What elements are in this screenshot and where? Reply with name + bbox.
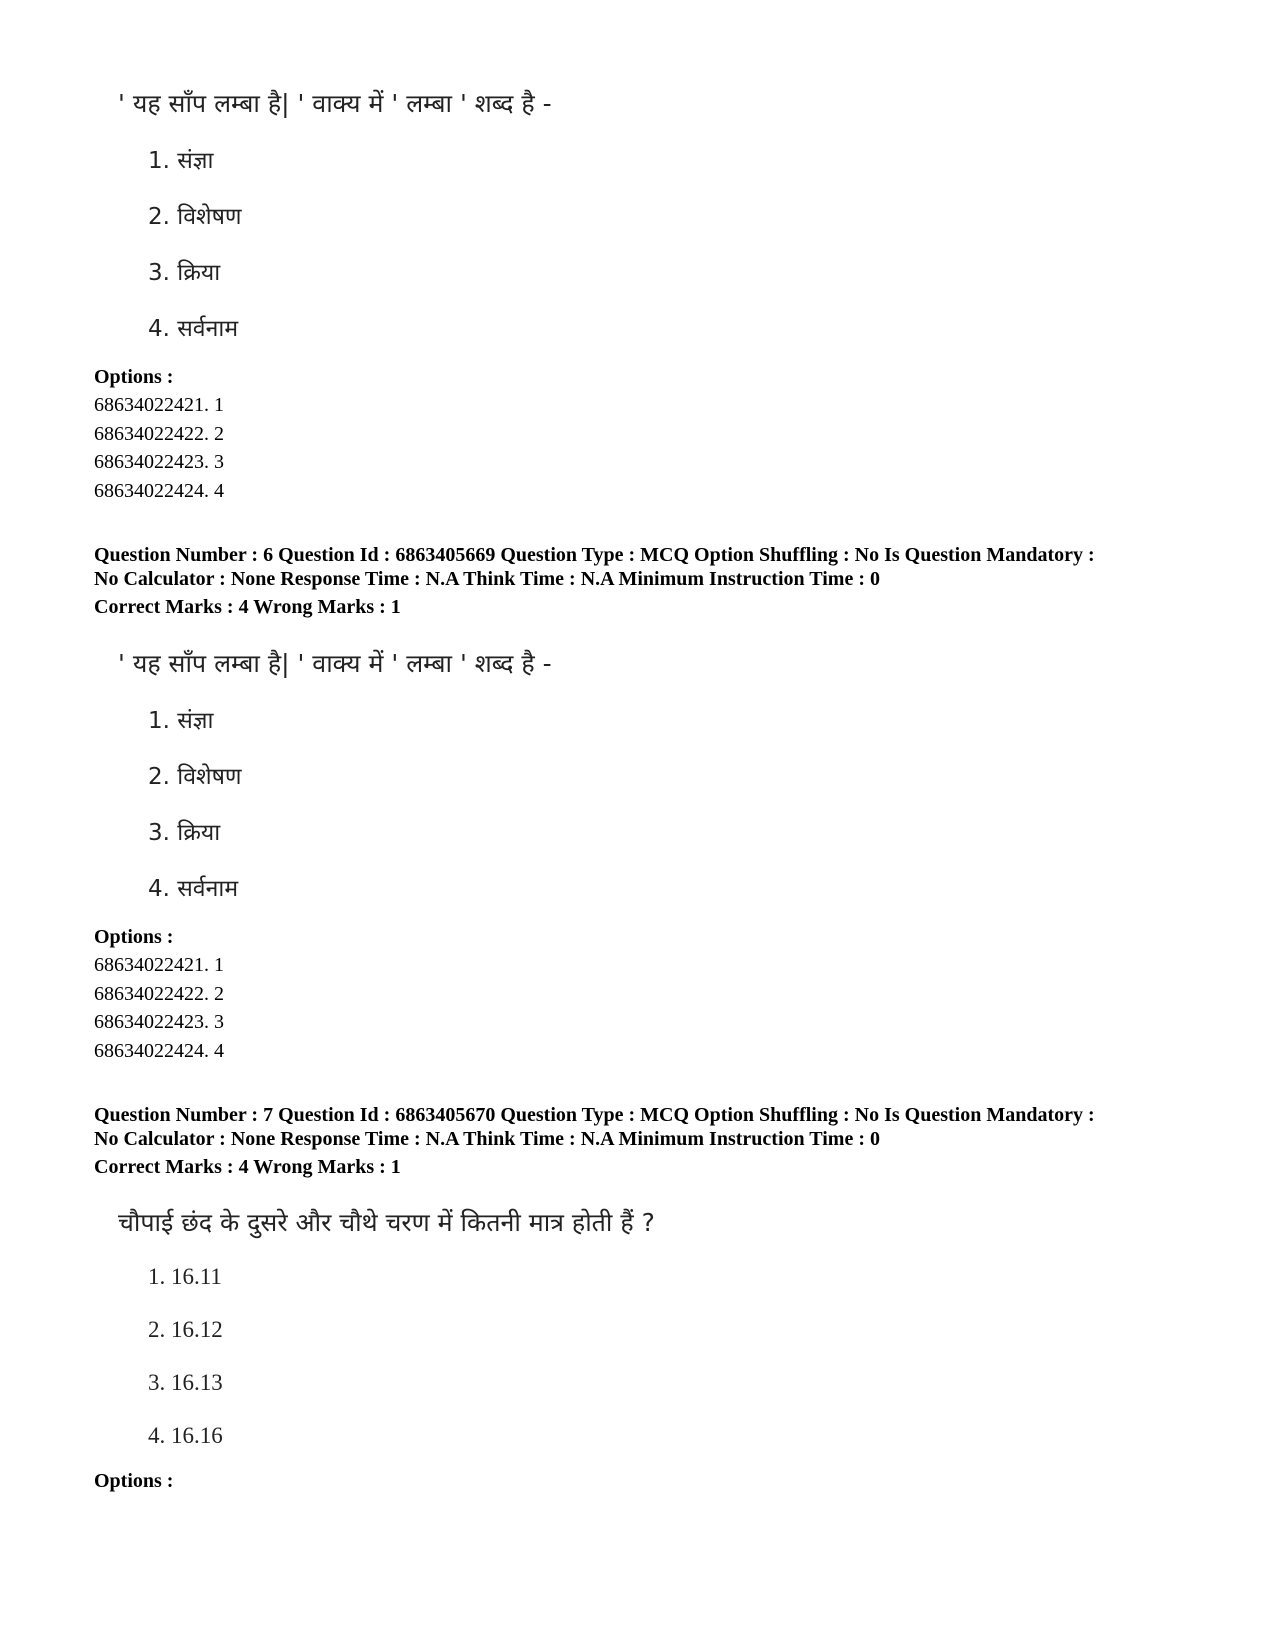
option-line: 68634022424. 4	[94, 480, 224, 502]
choice-item: 2. 16.12	[148, 1317, 223, 1342]
question-meta-line: No Calculator : None Response Time : N.A Think Time : N.A Minimum Instruction Time : 0	[94, 1128, 880, 1150]
option-line: 68634022421. 1	[94, 954, 224, 976]
choice-item: 4. सर्वनाम	[148, 876, 239, 902]
question-meta-line: No Calculator : None Response Time : N.A Think Time : N.A Minimum Instruction Time : 0	[94, 568, 880, 590]
choice-item: 3. 16.13	[148, 1370, 223, 1395]
choice-item: 1. संज्ञा	[148, 148, 214, 174]
choice-item: 3. क्रिया	[148, 260, 221, 286]
option-line: 68634022422. 2	[94, 983, 224, 1005]
question-marks: Correct Marks : 4 Wrong Marks : 1	[94, 596, 401, 618]
options-label: Options :	[94, 366, 174, 388]
question-text: ' यह साँप लम्बा है| ' वाक्य में ' लम्बा ' शब्द है -	[118, 649, 552, 678]
choice-item: 2. विशेषण	[148, 764, 242, 790]
option-line: 68634022421. 1	[94, 394, 224, 416]
choice-item: 1. संज्ञा	[148, 708, 214, 734]
question-text: ' यह साँप लम्बा है| ' वाक्य में ' लम्बा ' शब्द है -	[118, 89, 552, 118]
question-marks: Correct Marks : 4 Wrong Marks : 1	[94, 1156, 401, 1178]
option-line: 68634022423. 3	[94, 1011, 224, 1033]
choice-item: 2. विशेषण	[148, 204, 242, 230]
choice-item: 4. सर्वनाम	[148, 316, 239, 342]
question-text: चौपाई छंद के दुसरे और चौथे चरण में कितनी मात्र होती हैं ?	[118, 1208, 655, 1237]
question-meta-line: Question Number : 7 Question Id : 6863405670 Question Type : MCQ Option Shuffling : No Is Question Mandatory :	[94, 1104, 1095, 1126]
options-label: Options :	[94, 1470, 174, 1492]
choice-item: 3. क्रिया	[148, 820, 221, 846]
option-line: 68634022422. 2	[94, 423, 224, 445]
question-meta-line: Question Number : 6 Question Id : 6863405669 Question Type : MCQ Option Shuffling : No Is Question Mandatory :	[94, 544, 1095, 566]
choice-item: 1. 16.11	[148, 1264, 222, 1289]
option-line: 68634022423. 3	[94, 451, 224, 473]
options-label: Options :	[94, 926, 174, 948]
choice-item: 4. 16.16	[148, 1423, 223, 1448]
option-line: 68634022424. 4	[94, 1040, 224, 1062]
